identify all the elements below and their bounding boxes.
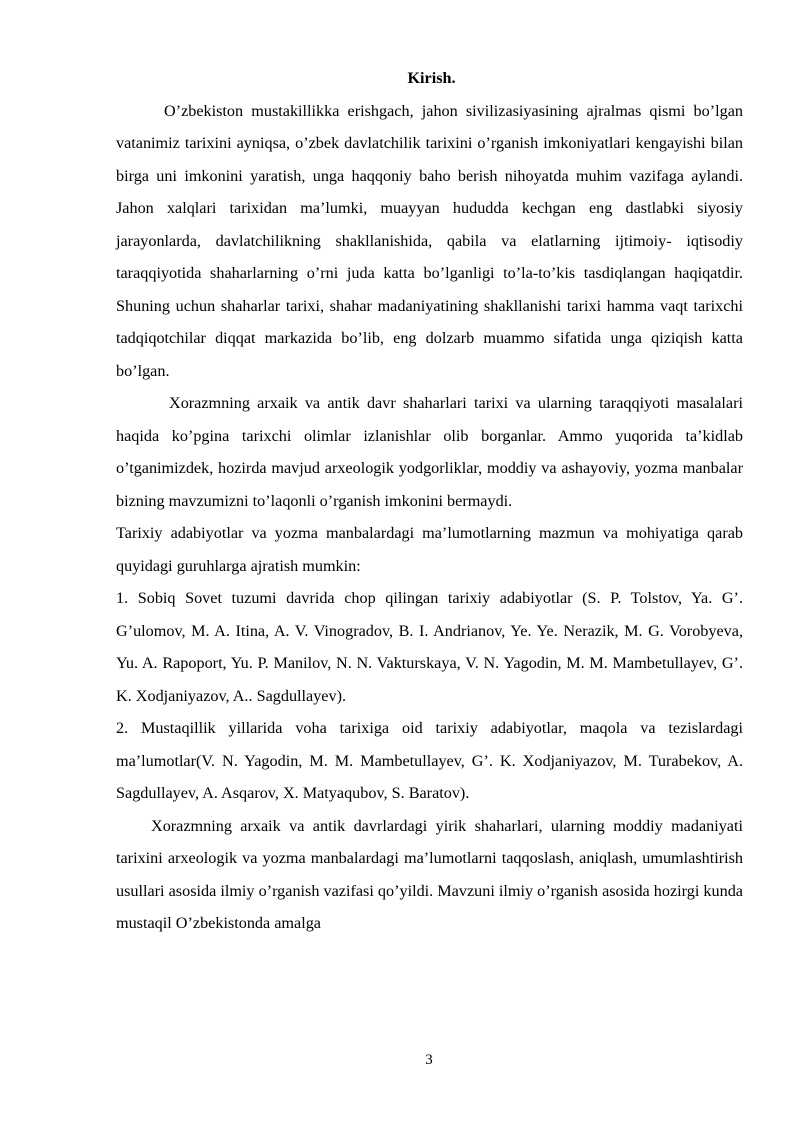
paragraph-research-task: Xorazmning arxaik va antik davrlardagi yirik shaharlari, ularning moddiy madaniyati tarixini arxeologik va yozma manbalardagi ma’lumotlarni taqqoslash, aniqlash, umumlashtirish usullari asosida ilmiy o’rganish vazifasi qo’yildi. Mavzuni ilmiy o’rganish asosida hozirgi kunda mustaqil O’zbekistonda amalga xyxy=(116,816,743,932)
list-item-soviet-literature: 1. Sobiq Sovet tuzumi davrida chop qilingan tarixiy adabiyotlar (S. P. Tolstov, Ya. G’. G’ulomov, M. A. Itina, A. V. Vinogradov, B. I. Andrianov, Ye. Ye. Nerazik, M. G. Vorobyeva, Yu. A. Rapoport, Yu. P. Manilov, N. N. Vakturskaya, V. N. Yagodin, M. M. Mambetullayev, G’. K. Xodjaniyazov, A.. Sagdullayev). xyxy=(116,589,743,705)
page-number: 3 xyxy=(425,1052,433,1068)
document-body xyxy=(116,62,743,940)
paragraph-intro: O’zbekiston mustakillikka erishgach, jahon sivilizasiyasining ajralmas qismi bo’lgan vatanimiz tarixini ayniqsa, o’zbek davlatchilik tarixini o’rganish imkoniyatlari kengayishi bilan birga uni imkonini yaratish, unga haqqoniy baho berish nihoyatda muhim vazifaga aylandi. Jahon xalqlari tarixidan ma’lumki, muayyan hududda kechgan eng dastlabki siyosiy jarayonlarda, davlatchilikning shakllanishida, qabila va elatlarning ijtimoiy- iqtisodiy taraqqiyotida shaharlarning o’rni juda katta bo’lganligi to’la-to’kis tasdiqlangan haqiqatdir. Shuning uchun shaharlar tarixi, shahar madaniyatining shakllanishi tarixi hamma vaqt tarixchi tadqiqotchilar diqqat markazida bo’lib, eng dolzarb muammo sifatida unga qiziqish katta bo’lgan. xyxy=(116,101,743,380)
paragraph-khorezm-cities: Xorazmning arxaik va antik davr shaharlari tarixi va ularning taraqqiyoti masalalari haqida ko’pgina tarixchi olimlar izlanishlar olib borganlar. Ammo yuqorida ta’kidlab o’tganimizdek, hozirda mavjud arxeologik yodgorliklar, moddiy va ashayoviy, yozma manbalar bizning mavzumizni to’laqonli o’rganish imkonini bermaydi. xyxy=(116,394,743,510)
list-item-independence-literature: 2. Mustaqillik yillarida voha tarixiga oid tarixiy adabiyotlar, maqola va tezislardagi ma’lumotlar(V. N. Yagodin, M. M. Mambetullayev, G’. K. Xodjaniyazov, M. Turabekov, A. Sagdullayev, A. Asqarov, X. Matyaqubov, S. Baratov). xyxy=(116,719,743,802)
paragraph-literature-groups: Tarixiy adabiyotlar va yozma manbalardagi ma’lumotlarning mazmun va mohiyatiga qarab quyidagi guruhlarga ajratish mumkin: xyxy=(116,524,743,575)
section-title: Kirish. xyxy=(407,69,456,87)
